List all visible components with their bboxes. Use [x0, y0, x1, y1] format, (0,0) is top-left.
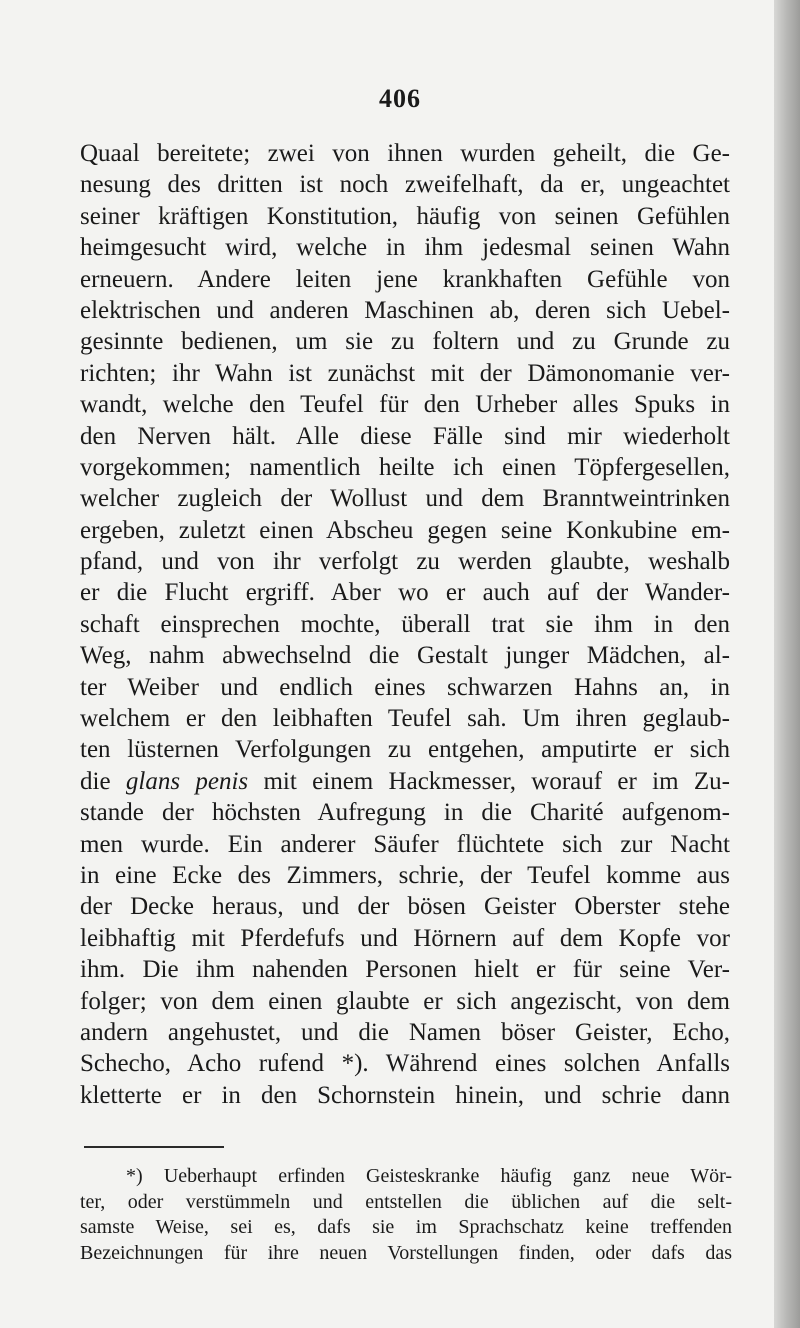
text-line-with-italic	[80, 766, 730, 797]
text-line: ergeben, zuletzt einen Abscheu gegen seine Konkubine em-	[80, 516, 730, 544]
footnote	[80, 1164, 732, 1266]
italic-term: glans penis	[125, 767, 249, 795]
text-line: seiner kräftigen Konstitution, häufig von seinen Gefühlen	[80, 202, 730, 230]
text-line: welchem er den leibhaften Teufel sah. Um ihren geglaub-	[80, 705, 730, 733]
body-text	[80, 138, 730, 1111]
page-number: 406	[379, 84, 421, 113]
text-line: Schecho, Acho rufend *). Während eines solchen Anfalls	[80, 1050, 730, 1078]
text-line: stande der höchsten Aufregung in die Charité aufgenom-	[80, 799, 730, 827]
text-line: elektrischen und anderen Maschinen ab, deren sich Uebel-	[80, 296, 730, 324]
text-line: Quaal bereitete; zwei von ihnen wurden geheilt, die Ge-	[80, 140, 730, 167]
text-line: Weg, nahm abwechselnd die Gestalt junger Mädchen, al-	[80, 642, 730, 670]
text-line: der Decke heraus, und der bösen Geister Oberster stehe	[80, 893, 730, 921]
text-line: nesung des dritten ist noch zweifelhaft, da er, ungeachtet	[80, 171, 730, 199]
text-segment: mit einem Hackmesser, worauf er im Zu-	[248, 767, 730, 795]
text-line: schaft einsprechen mochte, überall trat sie ihm in den	[80, 610, 730, 638]
text-line: erneuern. Andere leiten jene krankhaften Gefühle von	[80, 265, 730, 293]
text-line: leibhaftig mit Pferdefufs und Hörnern auf dem Kopfe vor	[80, 924, 730, 952]
footnote-line: samste Weise, sei es, dafs sie im Sprachschatz keine treffenden	[80, 1216, 732, 1238]
text-line: kletterte er in den Schornstein hinein, und schrie dann	[80, 1081, 730, 1109]
footnote-line: Bezeichnungen für ihre neuen Vorstellungen finden, oder dafs das	[80, 1241, 732, 1264]
text-line: in eine Ecke des Zimmers, schrie, der Teufel komme aus	[80, 861, 730, 889]
footnote-line: ter, oder verstümmeln und entstellen die üblichen auf die selt-	[80, 1190, 732, 1213]
text-segment: die	[80, 767, 126, 795]
text-line: andern angehustet, und die Namen böser Geister, Echo,	[80, 1018, 730, 1046]
text-line: welcher zugleich der Wollust und dem Branntweintrinken	[80, 485, 730, 513]
text-line: folger; von dem einen glaubte er sich angezischt, von dem	[80, 987, 730, 1015]
text-line: ter Weiber und endlich eines schwarzen Hahns an, in	[80, 673, 730, 701]
footnote-line: *) Ueberhaupt erfinden Geisteskranke häufig ganz neue Wör-	[126, 1165, 732, 1187]
text-line: den Nerven hält. Alle diese Fälle sind mir wiederholt	[80, 422, 730, 450]
text-line: er die Flucht ergriff. Aber wo er auch auf der Wander-	[80, 579, 730, 607]
text-line: gesinnte bedienen, um sie zu foltern und zu Grunde zu	[80, 328, 730, 356]
text-line: vorgekommen; namentlich heilte ich einen Töpfergesellen,	[80, 453, 730, 481]
footnote-separator	[84, 1146, 224, 1148]
text-line: men wurde. Ein anderer Säufer flüchtete sich zur Nacht	[80, 830, 730, 858]
text-line: ihm. Die ihm nahenden Personen hielt er für seine Ver-	[80, 956, 730, 984]
text-line: richten; ihr Wahn ist zunächst mit der Dämonomanie ver-	[80, 359, 730, 387]
text-line: pfand, und von ihr verfolgt zu werden glaubte, weshalb	[80, 548, 730, 576]
text-line: wandt, welche den Teufel für den Urheber alles Spuks in	[80, 391, 730, 419]
text-line: ten lüsternen Verfolgungen zu entgehen, amputirte er sich	[80, 736, 730, 764]
text-line: heimgesucht wird, welche in ihm jedesmal seinen Wahn	[80, 234, 730, 262]
page-edge-shadow	[774, 0, 800, 1328]
